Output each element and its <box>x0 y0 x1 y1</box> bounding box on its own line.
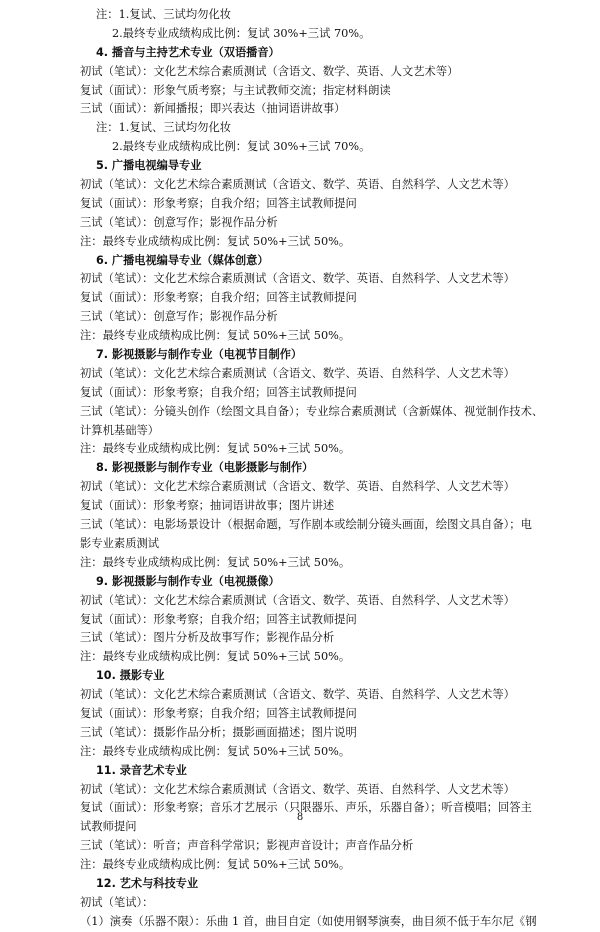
text-line: 初试（笔试）：文化艺术综合素质测试（含语文、数学、英语、自然科学、人文艺术等） <box>80 272 515 286</box>
text-line: 复试（面试）：形象考察；自我介绍；回答主试教师提问 <box>80 291 357 305</box>
document-page <box>0 6 600 932</box>
text-line: 复试（面试）：形象考察；自我介绍；回答主试教师提问 <box>80 706 357 720</box>
text-line: 三试（笔试）：创意写作；影视作品分析 <box>80 215 278 229</box>
text-line: 三试（笔试）：分镜头创作（绘图文具自备）；专业综合素质测试（含新媒体、视觉制作技术、 <box>80 404 544 418</box>
page-number: 8 <box>296 812 304 823</box>
text-line: 三试（面试）：新闻播报；即兴表达（抽词语讲故事） <box>80 102 346 116</box>
section-heading: 7. 影视摄影与制作专业（电视节目制作） <box>96 348 303 362</box>
text-line: 三试（笔试）：电影场景设计（根据命题，写作剧本或绘制分镜头画面，绘图文具自备）；电 <box>80 518 532 532</box>
text-line: 注：最终专业成绩构成比例：复试 50%+三试 50%。 <box>80 555 351 569</box>
text-line: 试教师提问 <box>80 820 137 834</box>
section-heading: 4. 播音与主持艺术专业（双语播音） <box>96 45 280 59</box>
section-heading: 12. 艺术与科技专业 <box>96 876 199 890</box>
text-line: 复试（面试）：形象考察；音乐才艺展示（只限器乐、声乐，乐器自备）；听音模唱；回答主 <box>80 801 532 815</box>
text-line: 初试（笔试）：文化艺术综合素质测试（含语文、数学、英语、自然科学、人文艺术等） <box>80 782 515 796</box>
text-line: 初试（笔试）：文化艺术综合素质测试（含语文、数学、英语、人文艺术等） <box>80 64 459 78</box>
text-line: 注：最终专业成绩构成比例：复试 50%+三试 50%。 <box>80 234 351 248</box>
text-line: 初试（笔试）：文化艺术综合素质测试（含语文、数学、英语、自然科学、人文艺术等） <box>80 593 515 607</box>
text-line: 注：最终专业成绩构成比例：复试 50%+三试 50%。 <box>80 329 351 343</box>
text-line: 初试（笔试）： <box>80 895 154 909</box>
text-line: 计算机基础等） <box>80 423 160 437</box>
text-line: 初试（笔试）：文化艺术综合素质测试（含语文、数学、英语、自然科学、人文艺术等） <box>80 366 515 380</box>
section-heading: 6. 广播电视编导专业（媒体创意） <box>96 253 269 267</box>
text-line: 影专业素质测试 <box>80 536 160 550</box>
text-line: 三试（笔试）：图片分析及故事写作；影视作品分析 <box>80 631 335 645</box>
text-line: 复试（面试）：形象考察；自我介绍；回答主试教师提问 <box>80 612 357 626</box>
section-heading: 11. 录音艺术专业 <box>96 763 187 777</box>
text-line: 复试（面试）：形象考察；自我介绍；回答主试教师提问 <box>80 196 357 210</box>
text-line: 复试（面试）：形象考察；抽词语讲故事；图片讲述 <box>80 499 335 513</box>
text-line: 初试（笔试）：文化艺术综合素质测试（含语文、数学、英语、自然科学、人文艺术等） <box>80 178 515 192</box>
section-heading: 8. 影视摄影与制作专业（电影摄影与制作） <box>96 461 314 475</box>
text-line: （1）演奏（乐器不限）：乐曲 1 首，曲目自定（如使用钢琴演奏，曲目须不低于车尔尼《钢 <box>80 914 537 928</box>
text-line: 2.最终专业成绩构成比例：复试 30%+三试 70%。 <box>112 140 371 154</box>
text-line: 2.最终专业成绩构成比例：复试 30%+三试 70%。 <box>112 26 371 40</box>
text-line: 注：1.复试、三试均勿化妆 <box>96 121 232 135</box>
text-line: 注：最终专业成绩构成比例：复试 50%+三试 50%。 <box>80 650 351 664</box>
section-heading: 9. 影视摄影与制作专业（电视摄像） <box>96 574 280 588</box>
text-line: 三试（笔试）：创意写作；影视作品分析 <box>80 310 278 324</box>
section-heading: 5. 广播电视编导专业 <box>96 159 202 173</box>
section-heading: 10. 摄影专业 <box>96 669 165 683</box>
text-line: 初试（笔试）：文化艺术综合素质测试（含语文、数学、英语、自然科学、人文艺术等） <box>80 688 515 702</box>
text-line: 注：1.复试、三试均勿化妆 <box>96 8 232 21</box>
text-line: 复试（面试）：形象气质考察；与主试教师交流；指定材料朗读 <box>80 83 391 97</box>
text-line: 三试（笔试）：听音；声音科学常识；影视声音设计；声音作品分析 <box>80 839 414 853</box>
text-line: 注：最终专业成绩构成比例：复试 50%+三试 50%。 <box>80 442 351 456</box>
text-line: 注：最终专业成绩构成比例：复试 50%+三试 50%。 <box>80 858 351 872</box>
text-line: 初试（笔试）：文化艺术综合素质测试（含语文、数学、英语、自然科学、人文艺术等） <box>80 480 515 494</box>
text-line: 三试（笔试）：摄影作品分析；摄影画面描述；图片说明 <box>80 725 357 739</box>
text-line: 注：最终专业成绩构成比例：复试 50%+三试 50%。 <box>80 744 351 758</box>
text-line: 复试（面试）：形象考察；自我介绍；回答主试教师提问 <box>80 385 357 399</box>
